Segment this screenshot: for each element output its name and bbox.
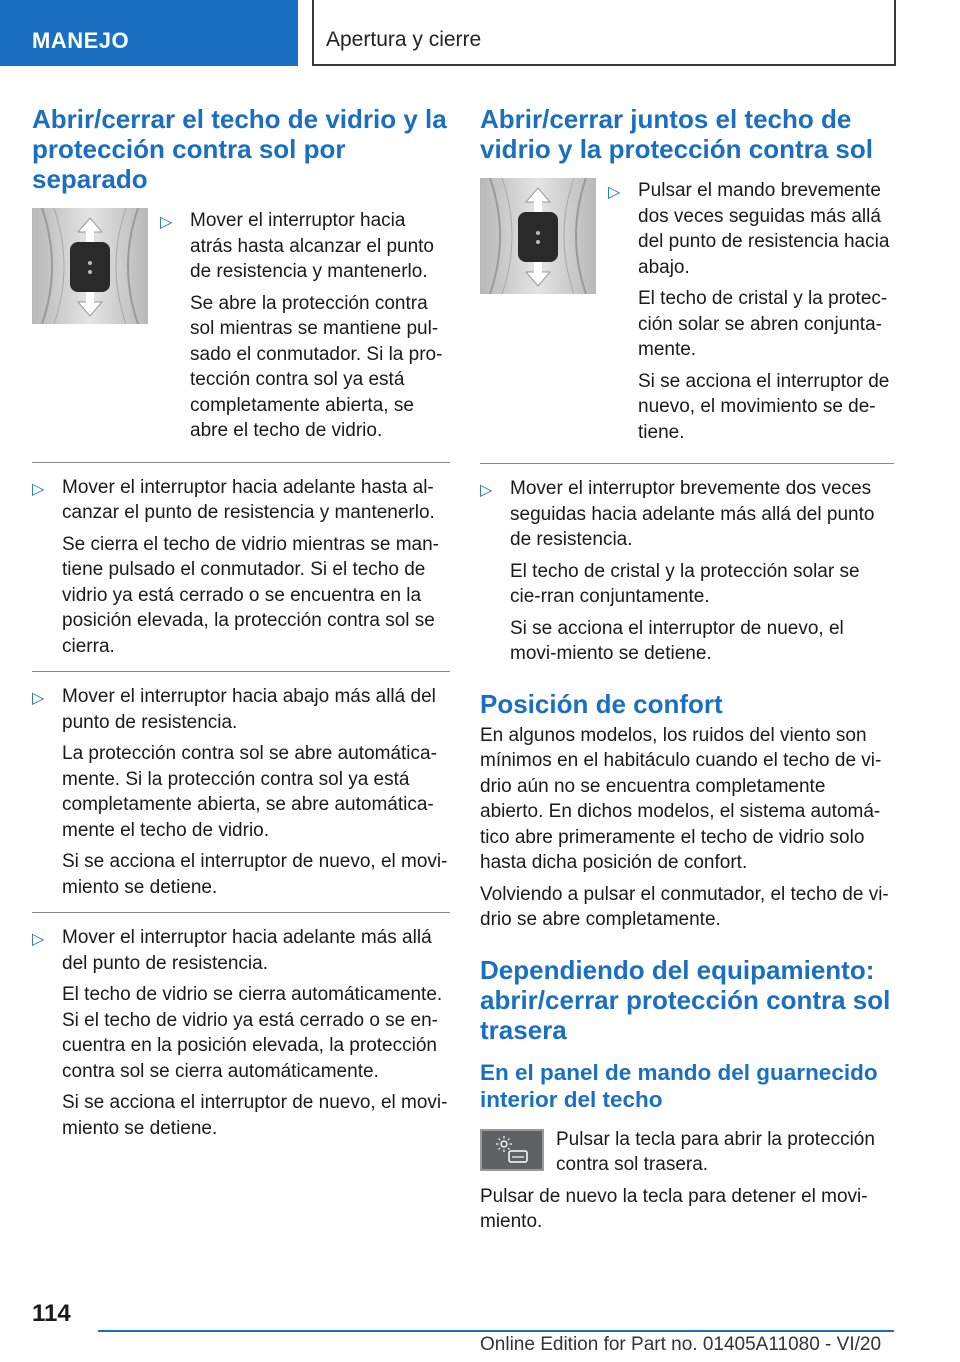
triangle-bullet-icon: ▷ [608, 184, 621, 201]
item-note-text: El techo de cristal y la protección solar se cie-rran conjuntamente. [510, 560, 860, 607]
item-main-text: Pulsar el mando brevemente dos veces seguidas más allá del punto de resistencia hacia abajo. [638, 180, 890, 278]
rear-shade-heading: Dependiendo del equipamiento: abrir/cerrar protección contra sol trasera [480, 954, 891, 1045]
divider [32, 912, 450, 913]
page-number: 114 [32, 1300, 71, 1327]
right-image-block [480, 178, 894, 451]
item-note-text: Si se acciona el interruptor de nuevo, el movi-miento se detiene. [62, 851, 448, 898]
triangle-bullet-icon: ▷ [32, 480, 45, 498]
roof-switch-image [480, 178, 596, 294]
key-instruction-text: Pulsar la tecla para abrir la protección contra sol trasera. [556, 1128, 875, 1175]
item-note-text: Si se acciona el interruptor de nuevo, el movi-miento se detiene. [62, 1092, 448, 1139]
item-main-text: Mover el interruptor brevemente dos veces seguidas hacia adelante más allá del punto de resistencia. [510, 478, 875, 550]
edition-note: Online Edition for Part no. 01405A11080 - VI/20 [480, 1334, 882, 1355]
left-column [32, 104, 450, 1147]
left-list-item [32, 475, 450, 660]
right-heading: Abrir/cerrar juntos el techo de vidrio y la protección contra sol [480, 104, 873, 164]
item-note-text: El techo de vidrio se cierra automáticamente. Si el techo de vidrio ya está cerrado o se en-cuentra en la posición elevada, la protección contra sol se cierra automáticamente. [62, 984, 443, 1082]
chapter-title: Apertura y cierre [326, 28, 482, 51]
left-list-item [32, 684, 450, 900]
item-note-text: El techo de cristal y la protec-ción solar se abren conjunta-mente. [638, 288, 888, 360]
chapter-header [312, 0, 896, 66]
item-main-text: Mover el interruptor hacia adelante más allá del punto de resistencia. [62, 927, 432, 974]
left-list-item [160, 208, 450, 444]
comfort-paragraph: En algunos modelos, los ruidos del viento son mínimos en el habitáculo cuando el techo de vi-drio aún no se encuentra completamente abierto. En dichos modelos, el sistema automá-tico abre primeramente el techo de vidrio solo hasta dicha posición de confort. [480, 724, 882, 873]
sunshade-button-icon [480, 1129, 544, 1171]
item-main-text: Mover el interruptor hacia atrás hasta alcanzar el punto de resistencia y mantenerlo. [190, 210, 434, 282]
section-label: MANEJO [32, 28, 130, 53]
roof-switch-image [32, 208, 148, 324]
key-instruction [480, 1127, 894, 1178]
rear-shade-subheading: En el panel de mando del guarnecido interior del techo [480, 1059, 878, 1112]
item-note-text: Si se acciona el interruptor de nuevo, el movimiento se de-tiene. [638, 370, 890, 443]
comfort-paragraph: Volviendo a pulsar el conmutador, el techo de vi-drio se abre completamente. [480, 883, 889, 930]
left-image-block [32, 208, 450, 450]
right-list-item [480, 476, 894, 667]
footer-rule [98, 1330, 894, 1332]
rear-shade-paragraph: Pulsar de nuevo la tecla para detener el movi-miento. [480, 1185, 868, 1232]
divider [480, 463, 894, 464]
item-main-text: Mover el interruptor hacia adelante hasta al-canzar el punto de resistencia y mantenerlo. [62, 476, 435, 523]
divider [32, 462, 450, 463]
left-list-item [32, 925, 450, 1141]
right-list-item [608, 178, 894, 445]
divider [32, 671, 450, 672]
triangle-bullet-icon: ▷ [32, 690, 45, 707]
right-column [480, 104, 894, 1241]
item-note-text: Si se acciona el interruptor de nuevo, el movi-miento se detiene. [510, 617, 844, 664]
triangle-bullet-icon: ▷ [160, 214, 173, 231]
item-note-text: La protección contra sol se abre automática-mente. Si la protección contra sol ya está completamente abierta, se abre automática-mente el techo de vidrio. [62, 743, 437, 841]
left-heading: Abrir/cerrar el techo de vidrio y la protección contra sol por separado [32, 104, 447, 194]
section-tab [0, 0, 298, 66]
triangle-bullet-icon: ▷ [32, 931, 45, 948]
triangle-bullet-icon: ▷ [480, 482, 493, 499]
item-main-text: Mover el interruptor hacia abajo más allá del punto de resistencia. [62, 686, 436, 733]
item-note-text: Se abre la protección contra sol mientras se mantiene pul-sado el conmutador. Si la pro-tección contra sol ya está completamente abierta, se abre el techo de vidrio. [190, 292, 443, 441]
item-note-text: Se cierra el techo de vidrio mientras se man-tiene pulsado el conmutador. Si el techo de vidrio ya está cerrado o se encuentra en la posición elevada, la protección contra sol se cierra. [62, 533, 439, 657]
comfort-heading: Posición de confort [480, 688, 723, 719]
